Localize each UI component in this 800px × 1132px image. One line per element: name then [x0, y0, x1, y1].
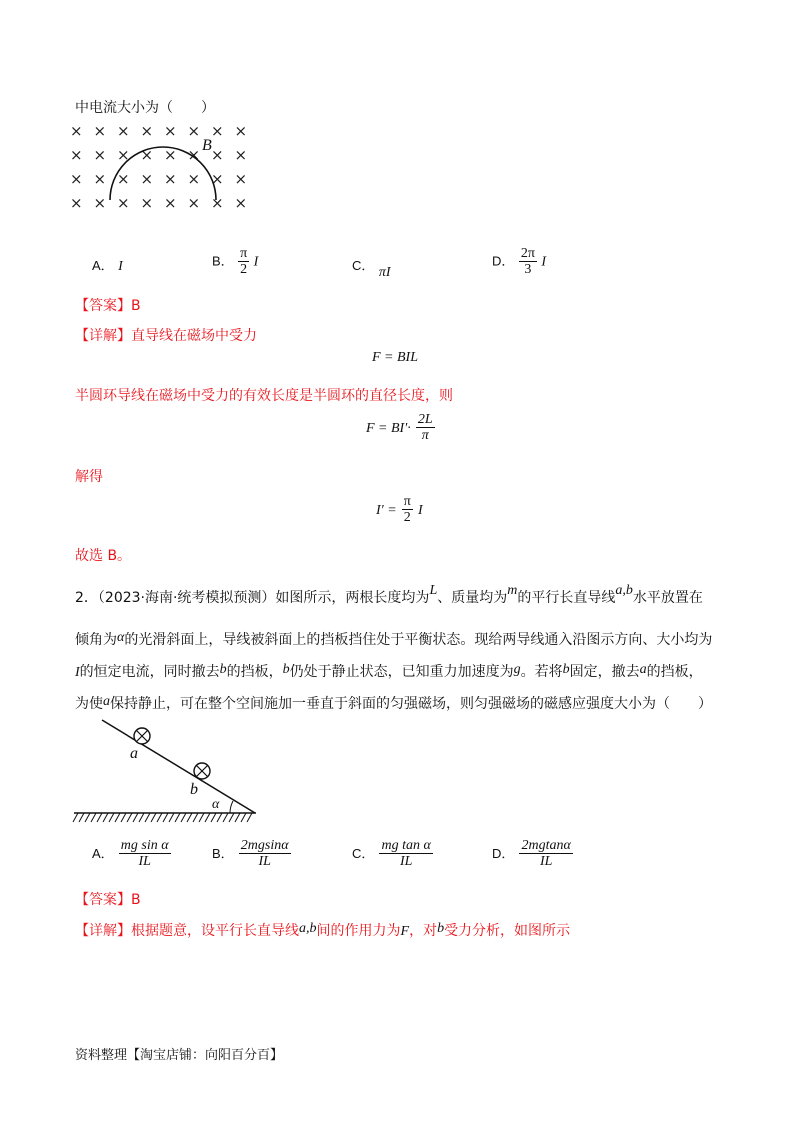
field-cross-icon: ×	[187, 122, 201, 140]
q1-stem-tail: 中电流大小为（ ）	[75, 100, 215, 116]
option-value: πI	[378, 265, 391, 280]
hatch-mark	[121, 813, 126, 822]
formula-right: I	[417, 503, 423, 518]
field-label-b: B	[202, 137, 212, 154]
hatch-mark	[73, 813, 78, 822]
hatch-mark	[199, 813, 204, 822]
field-cross-icon: ×	[187, 194, 201, 212]
option-label: C．	[352, 258, 375, 273]
hatch-mark	[247, 813, 252, 822]
field-cross-icon: ×	[140, 122, 154, 140]
q1-formula-2	[366, 412, 435, 443]
q1-field-figure	[68, 120, 268, 215]
hatch-mark	[235, 813, 240, 822]
hatch-mark	[127, 813, 132, 822]
angle-arc	[230, 801, 233, 813]
option-label: B．	[212, 253, 234, 269]
label-b: b	[190, 781, 198, 798]
option-label: D．	[492, 846, 515, 861]
wire-a-icon	[134, 728, 150, 744]
q2-option-b	[212, 838, 291, 869]
field-cross-icon: ×	[211, 170, 224, 188]
formula-left: I′ =	[376, 503, 397, 518]
option-value: I	[541, 254, 547, 270]
hatch-mark	[157, 813, 162, 822]
field-cross-icon: ×	[164, 170, 177, 188]
hatch-mark	[175, 813, 180, 822]
q1-conclusion: 故选 B。	[75, 548, 132, 564]
hatch-mark	[97, 813, 102, 822]
hatch-mark	[211, 813, 216, 822]
hatch-mark	[217, 813, 222, 822]
field-cross-icon: ×	[211, 146, 224, 164]
field-cross-icon: ×	[187, 146, 201, 164]
incline-surface	[102, 720, 255, 813]
field-cross-icon: ×	[70, 122, 83, 140]
field-cross-icon: ×	[93, 170, 107, 188]
option-fraction: $\frac{\text{mg sin α}}{IL}$	[120, 838, 169, 869]
field-cross-icon: ×	[117, 146, 130, 164]
formula-fraction: $\frac{2L}{\pi}$	[417, 412, 433, 443]
detail-tag: 【详解】	[75, 328, 131, 344]
ground-hatching	[73, 813, 252, 822]
formula-fraction: $\frac{\pi}{2}$	[403, 494, 411, 525]
page-footer: 资料整理【淘宝店铺：向阳百分百】	[75, 1048, 284, 1063]
field-cross-icon: ×	[70, 146, 83, 164]
q1-solve: 解得	[75, 469, 103, 485]
option-fraction: $\frac{2mgtan\alpha}{IL}$	[521, 838, 571, 869]
hatch-mark	[91, 813, 96, 822]
hatch-mark	[109, 813, 114, 822]
q2-line-1: 2．（2023·海南·统考模拟预测）如图所示，两根长度均为L、质量均为m的平行长直导线a,b水平放置在	[75, 583, 703, 606]
hatch-mark	[223, 813, 228, 822]
q1-option-a	[92, 256, 123, 277]
hatch-mark	[205, 813, 210, 822]
q1-formula-3	[376, 494, 423, 525]
option-value: I	[118, 259, 123, 274]
field-cross-icon: ×	[93, 146, 107, 164]
q1-option-c	[352, 256, 391, 280]
field-cross-icon: ×	[234, 146, 248, 164]
field-cross-icon: ×	[234, 122, 248, 140]
hatch-mark	[103, 813, 108, 822]
field-cross-icon: ×	[164, 194, 177, 212]
hatch-mark	[139, 813, 144, 822]
q2-line-4: 为使a保持静止，可在整个空间施加一垂直于斜面的匀强磁场，则匀强磁场的磁感应强度大小为（ ）	[75, 694, 712, 712]
label-a: a	[130, 745, 138, 762]
field-cross-icon: ×	[117, 194, 130, 212]
q1-answer: 【答案】B	[75, 298, 141, 314]
hatch-mark	[193, 813, 198, 822]
field-cross-icon: ×	[164, 122, 177, 140]
q1-detail	[75, 326, 257, 346]
q1-option-b	[212, 246, 258, 277]
q2-option-d	[492, 838, 573, 869]
hatch-mark	[187, 813, 192, 822]
field-cross-icon: ×	[70, 170, 83, 188]
q2-line-2: 倾角为α的光滑斜面上，导线被斜面上的挡板挡住处于平衡状态。现给两导线通入沿图示方向、大小均为	[75, 630, 713, 648]
hatch-mark	[181, 813, 186, 822]
field-cross-grid	[70, 122, 247, 212]
hatch-mark	[115, 813, 120, 822]
field-cross-icon: ×	[211, 122, 224, 140]
field-cross-icon: ×	[140, 194, 154, 212]
q1-option-d	[492, 246, 546, 277]
option-label: A．	[92, 846, 114, 861]
q2-answer: 【答案】B	[75, 892, 141, 908]
field-cross-icon: ×	[234, 194, 248, 212]
option-value: I	[253, 254, 259, 270]
field-cross-icon: ×	[70, 194, 83, 212]
option-fraction: $\frac{\pi}{2}$	[240, 246, 248, 277]
hatch-mark	[163, 813, 168, 822]
option-label: A．	[92, 258, 114, 273]
q2-option-c	[352, 838, 433, 869]
field-cross-icon: ×	[93, 194, 107, 212]
hatch-mark	[241, 813, 246, 822]
option-fraction: $\frac{2\pi}{3}$	[520, 246, 535, 277]
field-cross-icon: ×	[234, 170, 248, 188]
q2-option-a	[92, 838, 171, 869]
hatch-mark	[145, 813, 150, 822]
field-cross-icon: ×	[140, 170, 154, 188]
field-cross-icon: ×	[187, 170, 201, 188]
hatch-mark	[85, 813, 90, 822]
option-label: C．	[352, 846, 375, 861]
q2-incline-figure	[72, 716, 262, 828]
field-cross-icon: ×	[93, 122, 107, 140]
hatch-mark	[79, 813, 84, 822]
q1-line2: 半圆环导线在磁场中受力的有效长度是半圆环的直径长度，则	[75, 388, 453, 404]
field-cross-icon: ×	[211, 194, 224, 212]
formula-left: F = BI′·	[366, 421, 411, 436]
hatch-mark	[169, 813, 174, 822]
field-cross-icon: ×	[117, 122, 130, 140]
field-cross-icon: ×	[117, 170, 130, 188]
detail-text: 直导线在磁场中受力	[131, 328, 257, 344]
option-label: B．	[212, 846, 234, 861]
option-fraction: $\frac{2mgsin\alpha}{IL}$	[240, 838, 289, 869]
label-alpha: α	[212, 797, 220, 812]
option-label: D．	[492, 253, 515, 269]
hatch-mark	[151, 813, 156, 822]
option-fraction: $\frac{\text{mg tan α}}{IL}$	[381, 838, 431, 869]
q2-detail: 【详解】根据题意，设平行长直导线a,b间的作用力为F，对b受力分析，如图所示	[75, 921, 571, 939]
hatch-mark	[133, 813, 138, 822]
field-cross-icon: ×	[164, 146, 177, 164]
hatch-mark	[229, 813, 234, 822]
q2-line-3: I的恒定电流，同时撤去b的挡板，b仍处于静止状态，已知重力加速度为g。若将b固定，撤去a的挡板，	[75, 662, 703, 680]
wire-b-icon	[194, 763, 210, 779]
q1-formula-1: F = BIL	[372, 350, 418, 365]
field-cross-icon: ×	[140, 146, 154, 164]
